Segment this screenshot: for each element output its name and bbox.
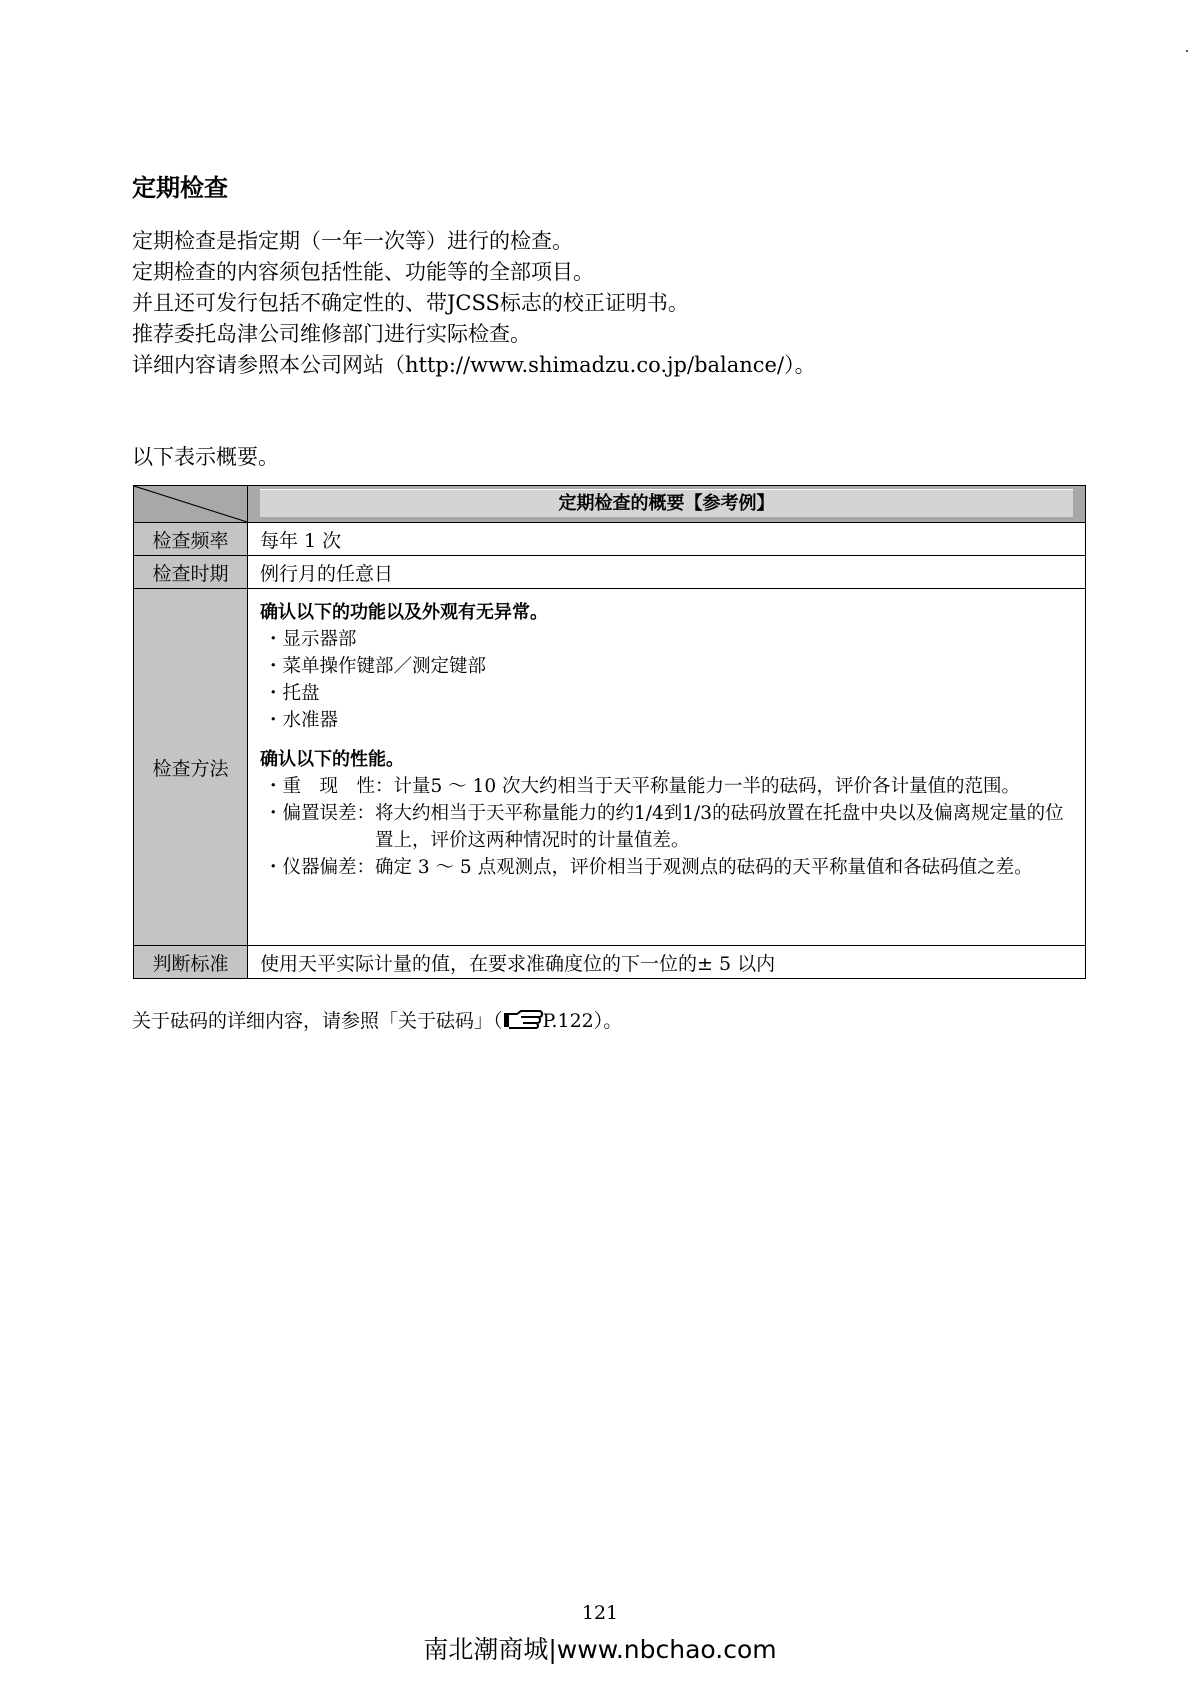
performance-desc: 计量5 ～ 10 次大约相当于天平称量能力一半的砝码，评价各计量值的范围。 xyxy=(393,776,1020,797)
table-header-row xyxy=(134,486,1086,523)
function-item: ・水准器 xyxy=(264,710,339,731)
performance-item xyxy=(260,773,1073,800)
table-row xyxy=(134,589,1086,946)
performance-item xyxy=(260,800,1073,854)
function-item: ・菜单操作键部／测定键部 xyxy=(264,656,487,677)
functions-heading: 确认以下的功能以及外观有无异常。 xyxy=(260,602,548,623)
row-value: 使用天平实际计量的值，在要求准确度位的下一位的± 5 以内 xyxy=(248,946,1086,979)
page-number: 121 xyxy=(581,1602,619,1624)
table-row xyxy=(134,556,1086,589)
intro-line: 并且还可发行包括不确定性的、带JCSS标志的校正证明书。 xyxy=(132,291,689,315)
table-row xyxy=(134,523,1086,556)
section-title: 定期检查 xyxy=(132,174,228,202)
page-reference-link[interactable]: P.122 xyxy=(542,1010,594,1032)
diagonal-line xyxy=(134,486,247,522)
intro-line: 详细内容请参照本公司网站（http://www.shimadzu.co.jp/balance/）。 xyxy=(132,353,816,377)
footer-watermark: 南北潮商城|www.nbchao.com xyxy=(423,1635,777,1664)
intro-paragraph xyxy=(132,226,816,381)
function-item: ・显示器部 xyxy=(264,629,357,650)
header-title-cell xyxy=(248,486,1086,523)
performance-desc: 确定 3 ～ 5 点观测点，评价相当于观测点的砝码的天平称量值和各砝码值之差。 xyxy=(375,857,1033,878)
method-details xyxy=(248,589,1086,946)
intro-line: 定期检查的内容须包括性能、功能等的全部项目。 xyxy=(132,260,594,284)
performance-item xyxy=(260,854,1073,881)
table-row xyxy=(134,946,1086,979)
performance-term: ・偏置误差： xyxy=(264,803,376,824)
performance-heading: 确认以下的性能。 xyxy=(260,749,404,770)
performance-desc: 将大约相当于天平称量能力的约1/4到1/3的砝码放置在托盘中央以及偏离规定量的位置上，评价这两种情况时的计量值差。 xyxy=(375,803,1064,851)
function-item: ・托盘 xyxy=(264,683,320,704)
corner-mark xyxy=(1186,50,1188,52)
row-label: 检查方法 xyxy=(134,589,248,946)
row-label: 判断标准 xyxy=(134,946,248,979)
row-value: 例行月的任意日 xyxy=(248,556,1086,589)
inspection-overview-table xyxy=(133,485,1086,979)
row-label: 检查时期 xyxy=(134,556,248,589)
note-text: 关于砝码的详细内容，请参照「关于砝码」（ xyxy=(132,1010,503,1032)
row-label: 检查频率 xyxy=(134,523,248,556)
intro-line: 推荐委托岛津公司维修部门进行实际检查。 xyxy=(132,322,531,346)
pointing-hand-icon xyxy=(503,1009,543,1034)
row-value: 每年 1 次 xyxy=(248,523,1086,556)
performance-term: ・重 现 性： xyxy=(264,776,394,797)
intro-line: 定期检查是指定期（一年一次等）进行的检查。 xyxy=(132,229,573,253)
note-text-end: ）。 xyxy=(593,1010,623,1032)
weights-reference-note xyxy=(132,1006,622,1034)
summary-intro: 以下表示概要。 xyxy=(132,445,279,469)
performance-term: ・仪器偏差： xyxy=(264,857,376,878)
header-corner-cell xyxy=(134,486,248,523)
table-header-title: 定期检查的概要【参考例】 xyxy=(260,489,1073,517)
